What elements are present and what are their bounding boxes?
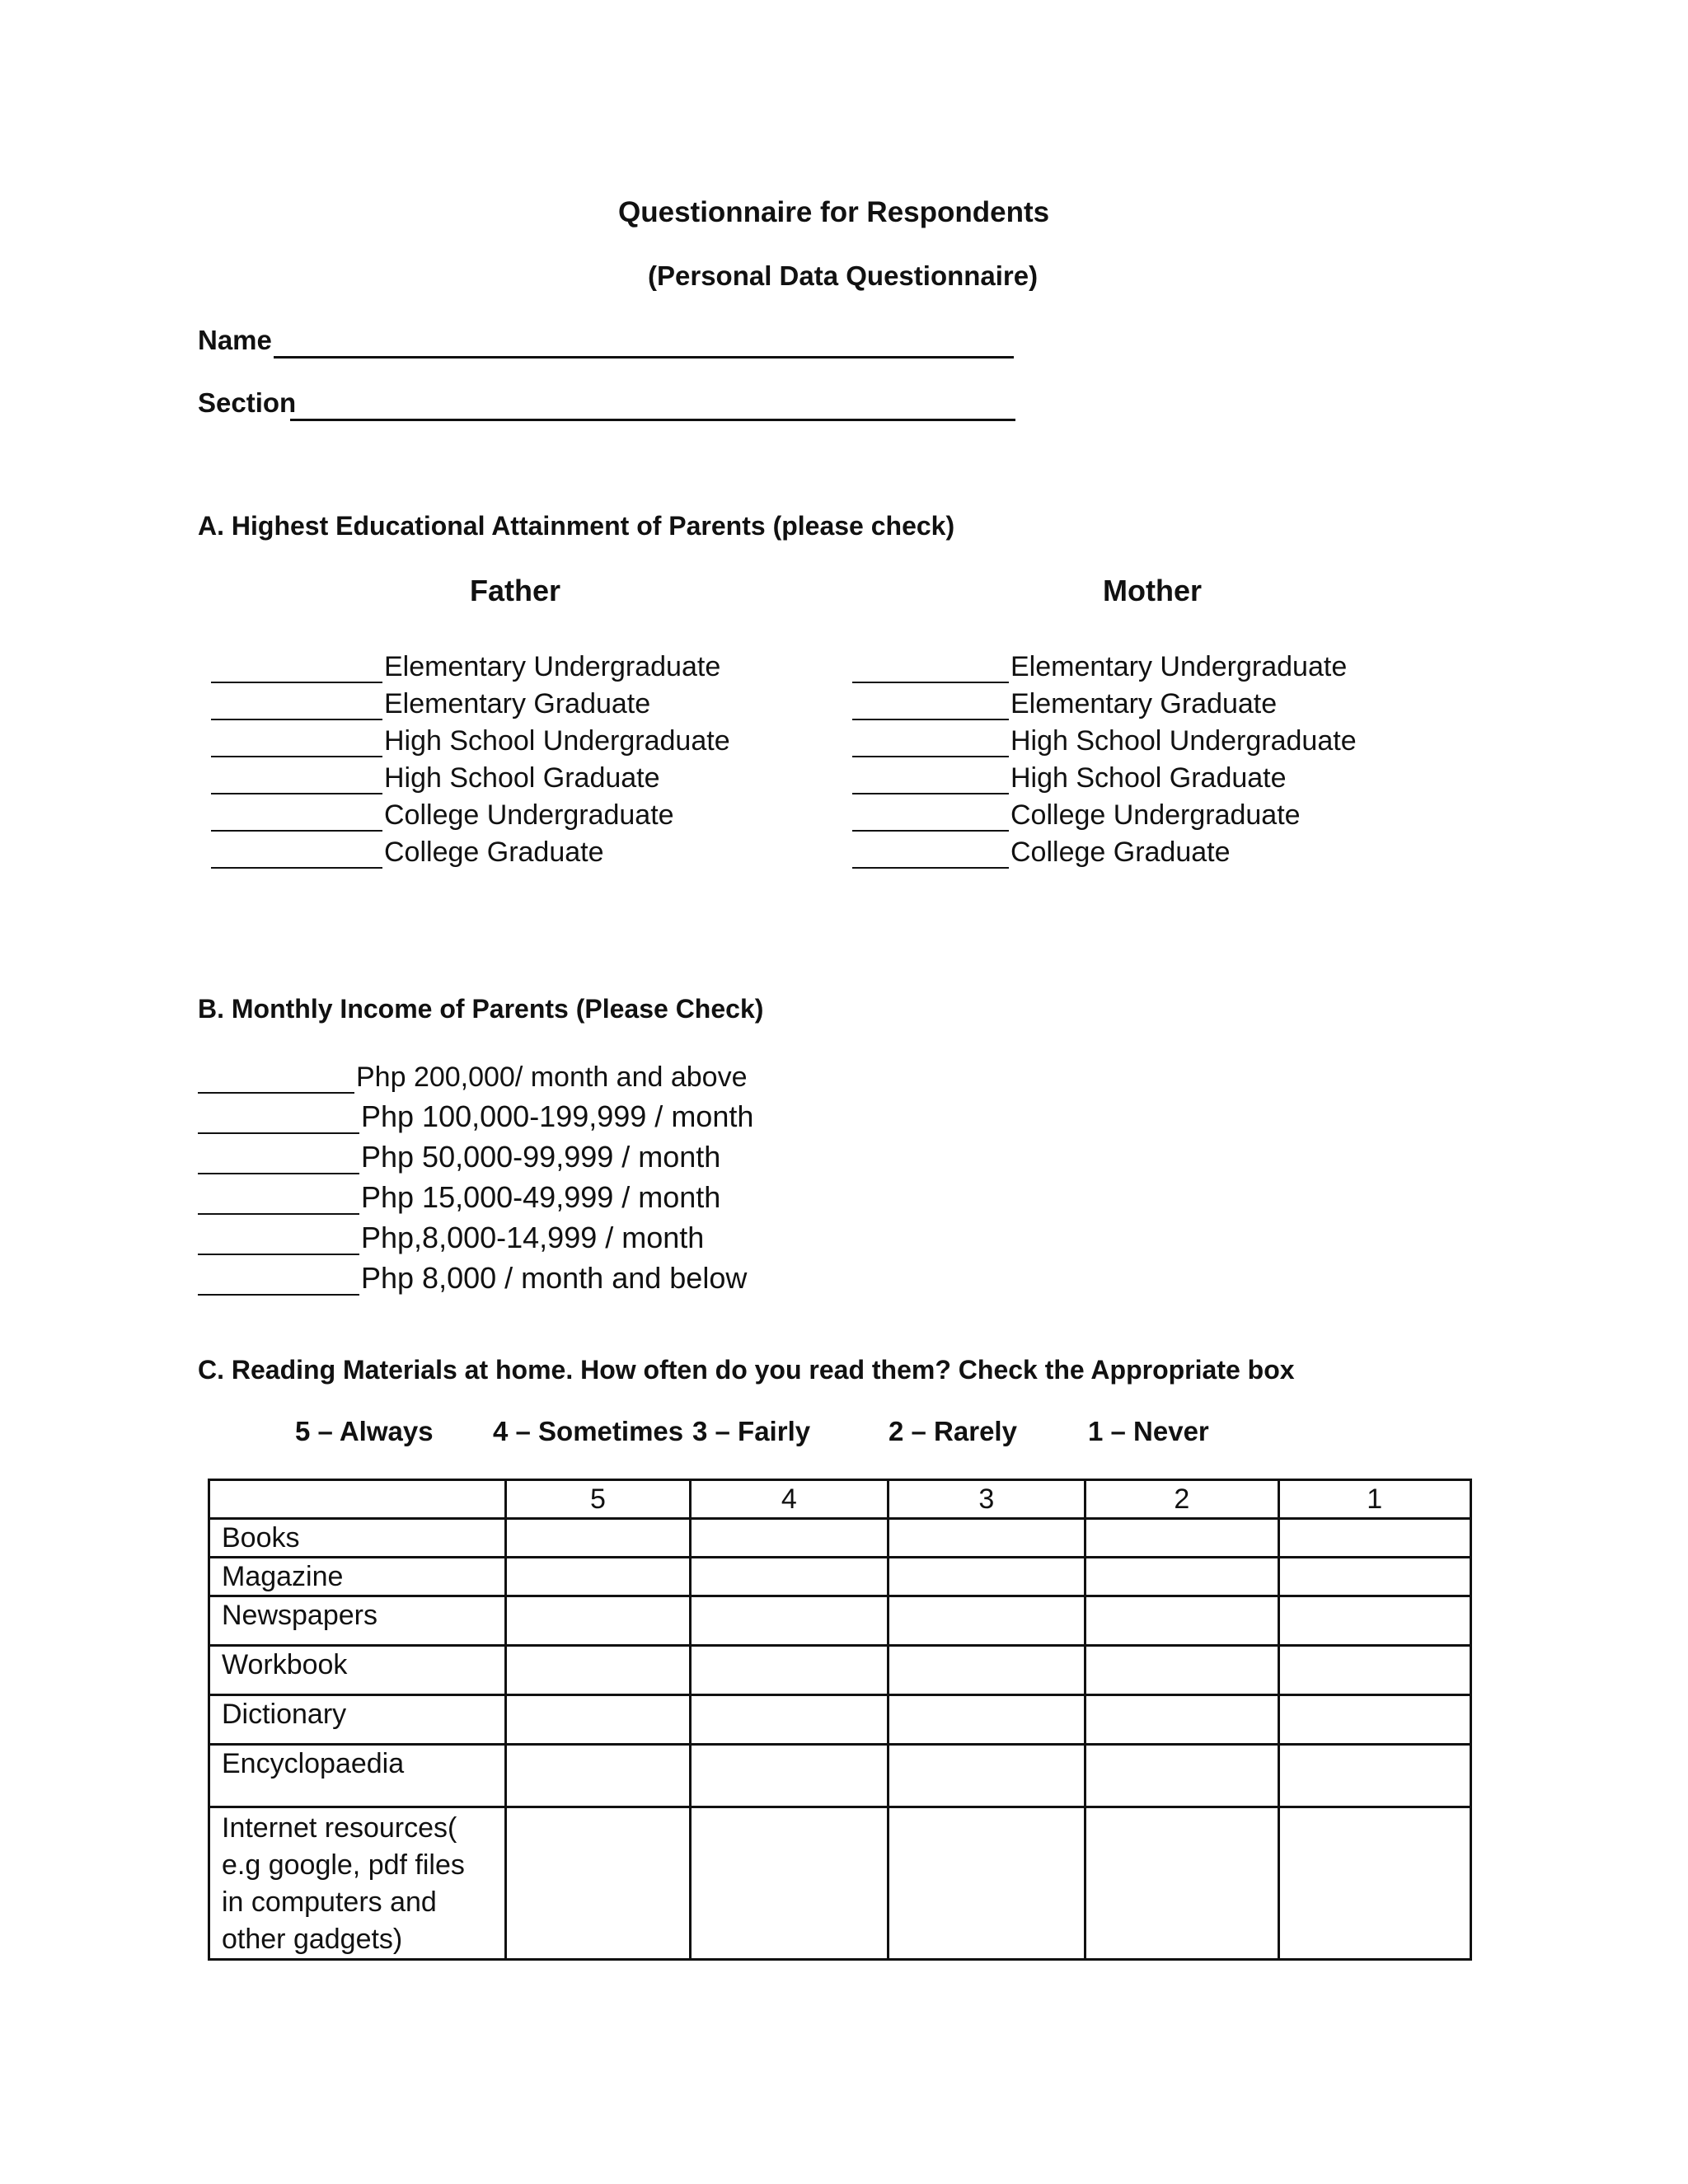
option-row[interactable]	[852, 646, 1357, 683]
check-cell[interactable]	[1278, 1646, 1471, 1695]
check-cell[interactable]	[1085, 1558, 1278, 1596]
check-blank[interactable]	[852, 697, 1009, 720]
option-row[interactable]	[198, 1255, 753, 1296]
option-row[interactable]	[198, 1215, 753, 1255]
check-blank[interactable]	[198, 1151, 359, 1174]
check-cell[interactable]	[1278, 1695, 1471, 1745]
check-blank[interactable]	[198, 1232, 359, 1255]
row-label: Workbook	[209, 1646, 506, 1695]
option-label: High School Undergraduate	[1010, 725, 1357, 757]
option-row[interactable]	[211, 757, 730, 794]
option-label: College Undergraduate	[384, 799, 674, 831]
check-cell[interactable]	[691, 1646, 888, 1695]
check-cell[interactable]	[691, 1596, 888, 1646]
check-cell[interactable]	[1085, 1745, 1278, 1807]
section-field[interactable]	[290, 419, 1015, 421]
option-row[interactable]	[211, 646, 730, 683]
scale-2: 2 – Rarely	[889, 1416, 1017, 1446]
check-cell[interactable]	[505, 1519, 690, 1558]
reading-frequency-table	[208, 1479, 1472, 1961]
check-cell[interactable]	[1085, 1695, 1278, 1745]
table-row	[209, 1558, 1471, 1596]
check-cell[interactable]	[1278, 1558, 1471, 1596]
check-cell[interactable]	[1085, 1646, 1278, 1695]
check-blank[interactable]	[211, 734, 382, 757]
row-label-line: in computers and	[222, 1886, 437, 1918]
option-row[interactable]	[211, 794, 730, 832]
table-row	[209, 1646, 1471, 1695]
column-header: 4	[691, 1480, 888, 1519]
scale-5: 5 – Always	[295, 1416, 434, 1446]
option-label: Php 50,000-99,999 / month	[361, 1140, 721, 1174]
check-blank[interactable]	[211, 697, 382, 720]
check-blank[interactable]	[852, 660, 1009, 683]
option-label: High School Undergraduate	[384, 725, 730, 757]
scale-4: 4 – Sometimes	[493, 1416, 684, 1446]
option-row[interactable]	[211, 683, 730, 720]
table-corner-cell	[209, 1480, 506, 1519]
check-blank[interactable]	[198, 1192, 359, 1215]
option-row[interactable]	[198, 1134, 753, 1174]
option-row[interactable]	[198, 1094, 753, 1134]
table-header-row	[209, 1480, 1471, 1519]
row-label: Books	[209, 1519, 506, 1558]
column-header: 2	[1085, 1480, 1278, 1519]
column-header: 5	[505, 1480, 690, 1519]
option-label: Elementary Graduate	[384, 688, 651, 719]
row-label-line: other gadgets)	[222, 1924, 403, 1955]
check-blank[interactable]	[198, 1111, 359, 1134]
option-row[interactable]	[211, 832, 730, 869]
check-cell[interactable]	[888, 1558, 1085, 1596]
check-cell[interactable]	[505, 1695, 690, 1745]
option-label: Php,8,000-14,999 / month	[361, 1221, 705, 1254]
row-label: Dictionary	[209, 1695, 506, 1745]
mother-heading: Mother	[1103, 574, 1202, 607]
check-cell[interactable]	[505, 1646, 690, 1695]
check-cell[interactable]	[888, 1695, 1085, 1745]
table-row	[209, 1695, 1471, 1745]
table-row	[209, 1519, 1471, 1558]
check-cell[interactable]	[888, 1519, 1085, 1558]
check-cell[interactable]	[505, 1807, 690, 1960]
row-label: Newspapers	[209, 1596, 506, 1646]
option-label: College Graduate	[384, 837, 604, 868]
table-row	[209, 1807, 1471, 1960]
row-label: Magazine	[209, 1558, 506, 1596]
option-label: Elementary Undergraduate	[384, 651, 721, 682]
father-heading: Father	[470, 574, 561, 607]
check-cell[interactable]	[888, 1745, 1085, 1807]
income-options	[198, 1053, 753, 1296]
mother-options	[852, 646, 1357, 869]
section-c-heading: C. Reading Materials at home. How often do you read them? Check the Appropriate box	[198, 1355, 1295, 1385]
option-row[interactable]	[198, 1174, 753, 1215]
option-label: Elementary Undergraduate	[1010, 651, 1348, 682]
check-blank[interactable]	[852, 771, 1009, 794]
table-row	[209, 1745, 1471, 1807]
check-cell[interactable]	[1085, 1596, 1278, 1646]
row-label: Encyclopaedia	[209, 1745, 506, 1807]
check-cell[interactable]	[1278, 1596, 1471, 1646]
check-blank[interactable]	[211, 808, 382, 832]
section-b-heading: B. Monthly Income of Parents (Please Check)	[198, 994, 764, 1024]
page-title: Questionnaire for Respondents	[618, 196, 1050, 228]
check-cell[interactable]	[691, 1558, 888, 1596]
option-label: High School Graduate	[1010, 762, 1287, 794]
option-row[interactable]	[852, 832, 1357, 869]
check-cell[interactable]	[691, 1519, 888, 1558]
option-row[interactable]	[852, 757, 1357, 794]
check-cell[interactable]	[505, 1596, 690, 1646]
check-cell[interactable]	[888, 1646, 1085, 1695]
option-row[interactable]	[852, 683, 1357, 720]
page-subtitle: (Personal Data Questionnaire)	[648, 260, 1039, 291]
check-cell[interactable]	[505, 1558, 690, 1596]
check-blank[interactable]	[198, 1272, 359, 1296]
option-row[interactable]	[852, 720, 1357, 757]
check-cell[interactable]	[1278, 1745, 1471, 1807]
option-label: Php 15,000-49,999 / month	[361, 1180, 721, 1214]
scale-1: 1 – Never	[1088, 1416, 1209, 1446]
scale-3: 3 – Fairly	[692, 1416, 811, 1446]
check-blank[interactable]	[211, 846, 382, 869]
check-blank[interactable]	[211, 660, 382, 683]
table-row	[209, 1596, 1471, 1646]
check-cell[interactable]	[691, 1807, 888, 1960]
row-label	[209, 1807, 506, 1960]
check-blank[interactable]	[852, 734, 1009, 757]
check-cell[interactable]	[1278, 1519, 1471, 1558]
father-options	[211, 646, 730, 869]
option-label: Elementary Graduate	[1010, 688, 1278, 719]
check-cell[interactable]	[888, 1596, 1085, 1646]
name-label: Name	[198, 325, 272, 355]
row-label-line: e.g google, pdf files	[222, 1849, 465, 1881]
check-cell[interactable]	[691, 1745, 888, 1807]
check-cell[interactable]	[1278, 1807, 1471, 1960]
section-a-heading: A. Highest Educational Attainment of Parents (please check)	[198, 511, 955, 541]
check-cell[interactable]	[888, 1807, 1085, 1960]
section-label: Section	[198, 387, 297, 418]
row-label-line: Internet resources(	[222, 1812, 457, 1844]
check-cell[interactable]	[505, 1745, 690, 1807]
option-label: Php 8,000 / month and below	[361, 1261, 748, 1295]
check-blank[interactable]	[852, 808, 1009, 832]
option-row[interactable]	[211, 720, 730, 757]
option-row[interactable]	[852, 794, 1357, 832]
check-blank[interactable]	[211, 771, 382, 794]
check-cell[interactable]	[1085, 1807, 1278, 1960]
check-cell[interactable]	[691, 1695, 888, 1745]
option-label: Php 100,000-199,999 / month	[361, 1099, 754, 1133]
check-blank[interactable]	[852, 846, 1009, 869]
option-row[interactable]	[198, 1053, 753, 1094]
name-field[interactable]	[274, 356, 1014, 359]
check-blank[interactable]	[198, 1071, 354, 1094]
option-label: Php 200,000/ month and above	[356, 1062, 748, 1093]
column-header: 3	[888, 1480, 1085, 1519]
column-header: 1	[1278, 1480, 1471, 1519]
option-label: College Undergraduate	[1010, 799, 1301, 831]
option-label: High School Graduate	[384, 762, 660, 794]
check-cell[interactable]	[1085, 1519, 1278, 1558]
option-label: College Graduate	[1010, 837, 1231, 868]
